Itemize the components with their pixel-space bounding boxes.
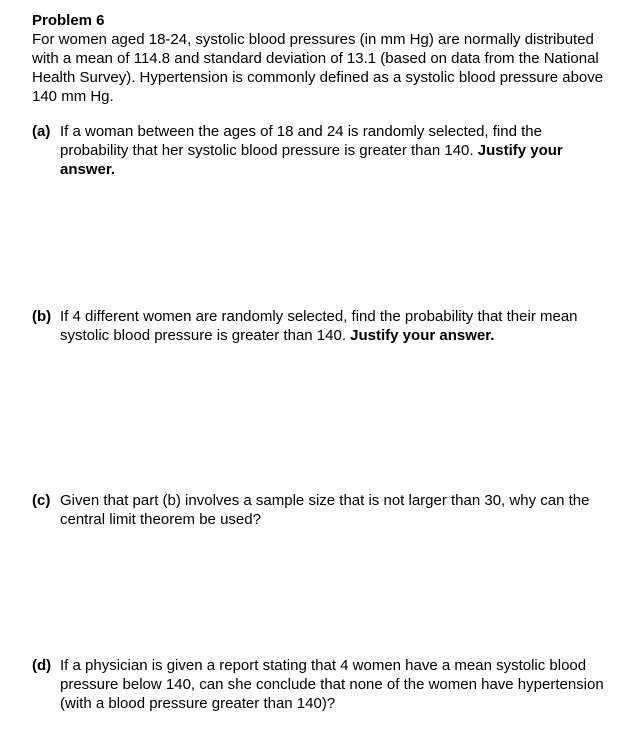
part-d-text: If a physician is given a report stating that 4 women have a mean systolic blood pressure below 140, can she conclude that none of the women have hypertension (with a blood pressure greater than 140)? [60, 657, 604, 712]
part-a-label: (a) [32, 123, 51, 140]
problem-intro: For women aged 18-24, systolic blood pressures (in mm Hg) are normally distributed with a mean of 114.8 and standard deviation of 13.1 (based on data from the National Health Survey). Hypertension is commonly defined as a systolic blood pressure above 140 mm Hg. [32, 31, 604, 105]
part-b-text: If 4 different women are randomly selected, find the probability that their mean systolic blood pressure is greater than 140. [60, 308, 578, 344]
part-a [32, 122, 607, 179]
part-a-text: If a woman between the ages of 18 and 24 is randomly selected, find the probability that her systolic blood pressure is greater than 140. [60, 123, 542, 159]
problem-title: Problem 6 [32, 12, 105, 29]
part-a-emphasis: Justify your answer. [60, 142, 563, 178]
part-b-emphasis: Justify your answer. [350, 327, 495, 344]
part-b [32, 307, 607, 345]
part-d [32, 656, 607, 713]
part-c-question [60, 491, 607, 529]
part-a-question [60, 122, 607, 179]
part-d-question [60, 656, 607, 713]
part-c [32, 491, 607, 529]
part-c-label: (c) [32, 492, 51, 509]
part-c-text: Given that part (b) involves a sample size that is not larger than 30, why can the central limit theorem be used? [60, 492, 590, 528]
part-b-label: (b) [32, 308, 52, 325]
part-d-label: (d) [32, 657, 52, 674]
part-b-question [60, 307, 607, 345]
